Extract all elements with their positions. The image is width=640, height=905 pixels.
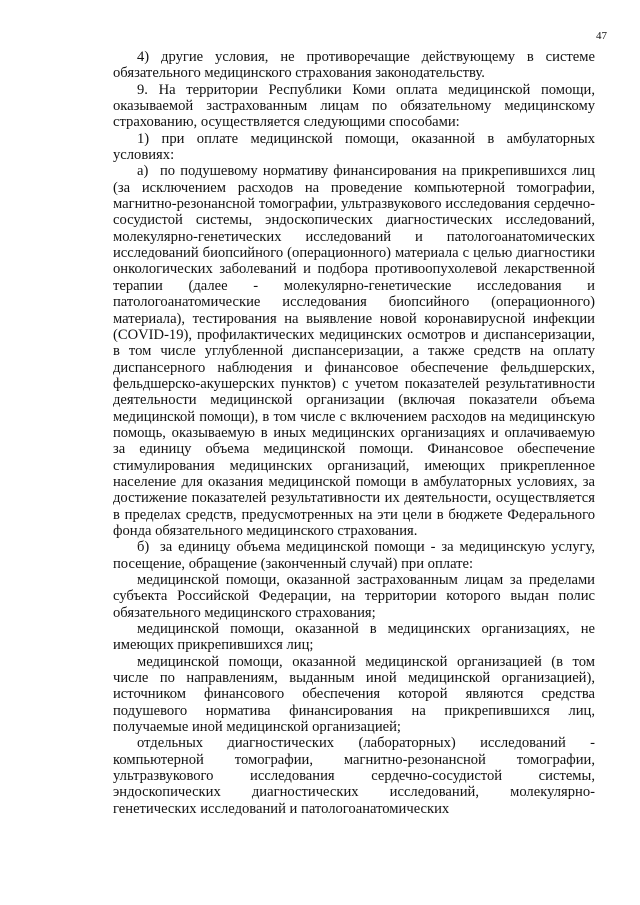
paragraph-other-conditions: 4) другие условия, не противоречащие действующему в системе обязательного медицинского страхования законодательству. bbox=[113, 49, 595, 82]
paragraph-payment-methods-intro: 9. На территории Республики Коми оплата медицинской помощи, оказываемой застрахованным лицам по обязательному медицинскому страхованию, осуществляется следующими способами: bbox=[113, 81, 595, 131]
page-number: 47 bbox=[596, 30, 607, 42]
paragraph-outpatient-payment: 1) при оплате медицинской помощи, оказанной в амбулаторных условиях: bbox=[113, 130, 595, 164]
item-b-marker: б) bbox=[137, 539, 150, 556]
paragraph-other-organization-care: медицинской помощи, оказанной медицинской организацией (в том числе по направлениям, выданным иной медицинской организацией), источником финансового обеспечения которой являются средства подушевого норматива финансирования на прикрепившихся лиц, получаемые иной медицинской организацией; bbox=[113, 653, 595, 736]
document-body bbox=[113, 49, 595, 817]
paragraph-diagnostic-studies: отдельных диагностических (лабораторных) исследований - компьютерной томографии, магнитно-резонансной томографии, ультразвукового исследования сердечно-сосудистой системы, эндоскопических диагностических исследований, молекулярно-генетических исследований и патологоанатомических bbox=[113, 735, 595, 817]
item-a-marker: а) bbox=[137, 163, 149, 180]
item-b-text: за единицу объема медицинской помощи - за медицинскую услугу, посещение, обращение (законченный случай) при оплате: bbox=[113, 539, 595, 572]
item-a-text: по подушевому нормативу финансирования на прикрепившихся лиц (за исключением расходов на проведение компьютерной томографии, магнитно-резонансной томографии, ультразвукового исследования сердечно-сосудистой системы, эндоскопических диагностических исследований, молекулярно-генетических исследований и патологоанатомических исследований биопсийного (операционного) материала с целью диагностики онкологических заболеваний и подбора противоопухолевой лекарственной терапии (далее - молекулярно-генетические исследования и патологоанатомические исследования биопсийного (операционного) материала), тестирования на выявление новой коронавирусной инфекции (COVID-19), профилактических медицинских осмотров и диспансеризации, в том числе углубленной диспансеризации, а также средств на оплату диспансерного наблюдения и финансовое обеспечение фельдшерских, фельдшерско-акушерских пунктов) с учетом показателей результативности деятельности медицинской организации (включая показатели объема медицинской помощи), в том числе с включением расходов на медицинскую помощь, оказываемую в иных медицинских организациях и оплачиваемую за единицу объема медицинской помощи. Финансовое обеспечение стимулирования медицинских организаций, имеющих прикрепленное население для оказания медицинской помощи в амбулаторных условиях, за достижение показателей результативности их деятельности, осуществляется в пределах средств, предусмотренных на эти цели в бюджете Федерального фонда обязательного медицинского страхования. bbox=[113, 163, 595, 539]
paragraph-no-attached-persons: медицинской помощи, оказанной в медицинских организациях, не имеющих прикрепившихся лиц; bbox=[113, 621, 595, 654]
paragraph-item-b bbox=[113, 539, 595, 572]
paragraph-outside-region-care: медицинской помощи, оказанной застрахованным лицам за пределами субъекта Российской Федерации, на территории которого выдан полис обязательного медицинского страхования; bbox=[113, 572, 595, 621]
paragraph-item-a bbox=[113, 163, 595, 539]
